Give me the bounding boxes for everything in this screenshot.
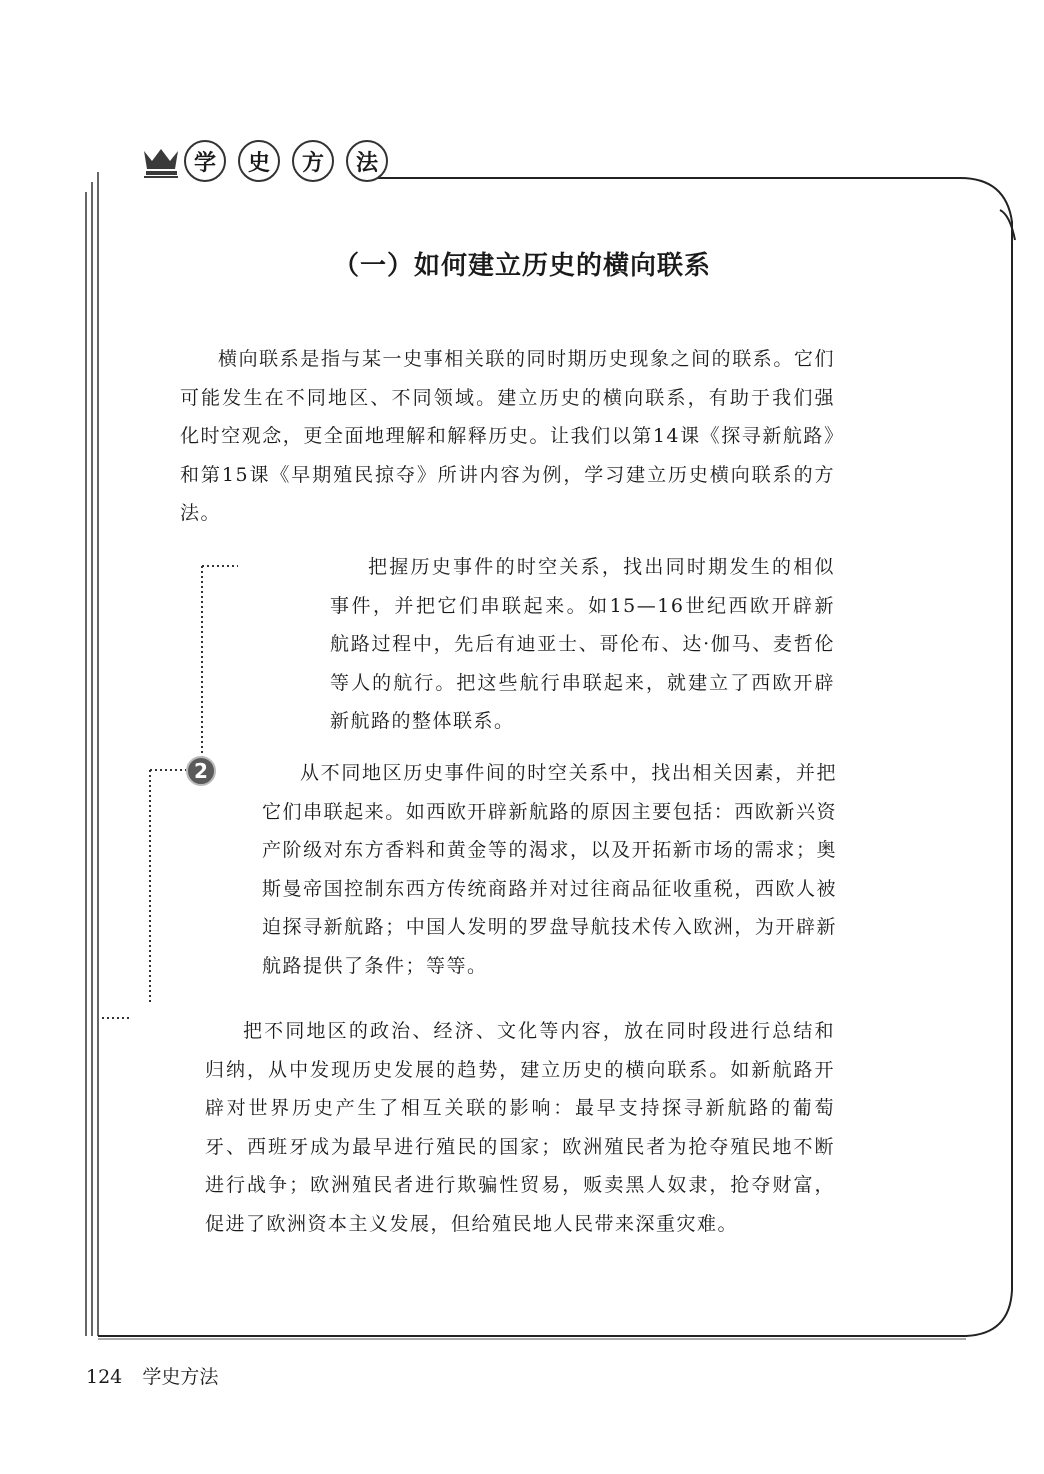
header-char-2: 史	[238, 140, 280, 182]
section-header	[140, 138, 400, 184]
method-paragraph-2: 从不同地区历史事件间的时空关系中，找出相关因素，并把它们串联起来。如西欧开辟新航路的原因主要包括：西欧新兴资产阶级对东方香料和黄金等的渴求，以及开拓新市场的需求；奥斯曼帝国控制东西方传统商路并对过往商品征收重税，西欧人被迫探寻新航路；中国人发明的罗盘导航技术传入欧洲，为开辟新航路提供了条件；等等。	[262, 762, 837, 977]
page-footer	[86, 1362, 218, 1389]
number-badge: 2	[186, 756, 216, 786]
crown-icon	[140, 143, 182, 179]
method-paragraph-3: 把不同地区的政治、经济、文化等内容，放在同时段进行总结和归纳，从中发现历史发展的趋势，建立历史的横向联系。如新航路开辟对世界历史产生了相互关联的影响：最早支持探寻新航路的葡萄牙、西班牙成为最早进行殖民的国家；欧洲殖民者为抢夺殖民地不断进行战争；欧洲殖民者进行欺骗性贸易，贩卖黑人奴隶，抢夺财富，促进了欧洲资本主义发展，但给殖民地人民带来深重灾难。	[205, 1020, 835, 1235]
intro-paragraph: 横向联系是指与某一史事相关联的同时期历史现象之间的联系。它们可能发生在不同地区、不同领域。建立历史的横向联系，有助于我们强化时空观念，更全面地理解和解释历史。让我们以第14课《探寻新航路》和第15课《早期殖民掠夺》所讲内容为例，学习建立历史横向联系的方法。	[180, 348, 835, 524]
header-char-1: 学	[184, 140, 226, 182]
header-char-4: 法	[346, 140, 388, 182]
page-title: （一）如何建立历史的横向联系	[332, 251, 711, 281]
header-char-3: 方	[292, 140, 334, 182]
page-number: 124	[86, 1366, 123, 1388]
footer-section: 学史方法	[142, 1366, 219, 1388]
method-paragraph-1: 把握历史事件的时空关系，找出同时期发生的相似事件，并把它们串联起来。如15—16世纪西欧开辟新航路过程中，先后有迪亚士、哥伦布、达·伽马、麦哲伦等人的航行。把这些航行串联起来，就建立了西欧开辟新航路的整体联系。	[330, 556, 835, 732]
